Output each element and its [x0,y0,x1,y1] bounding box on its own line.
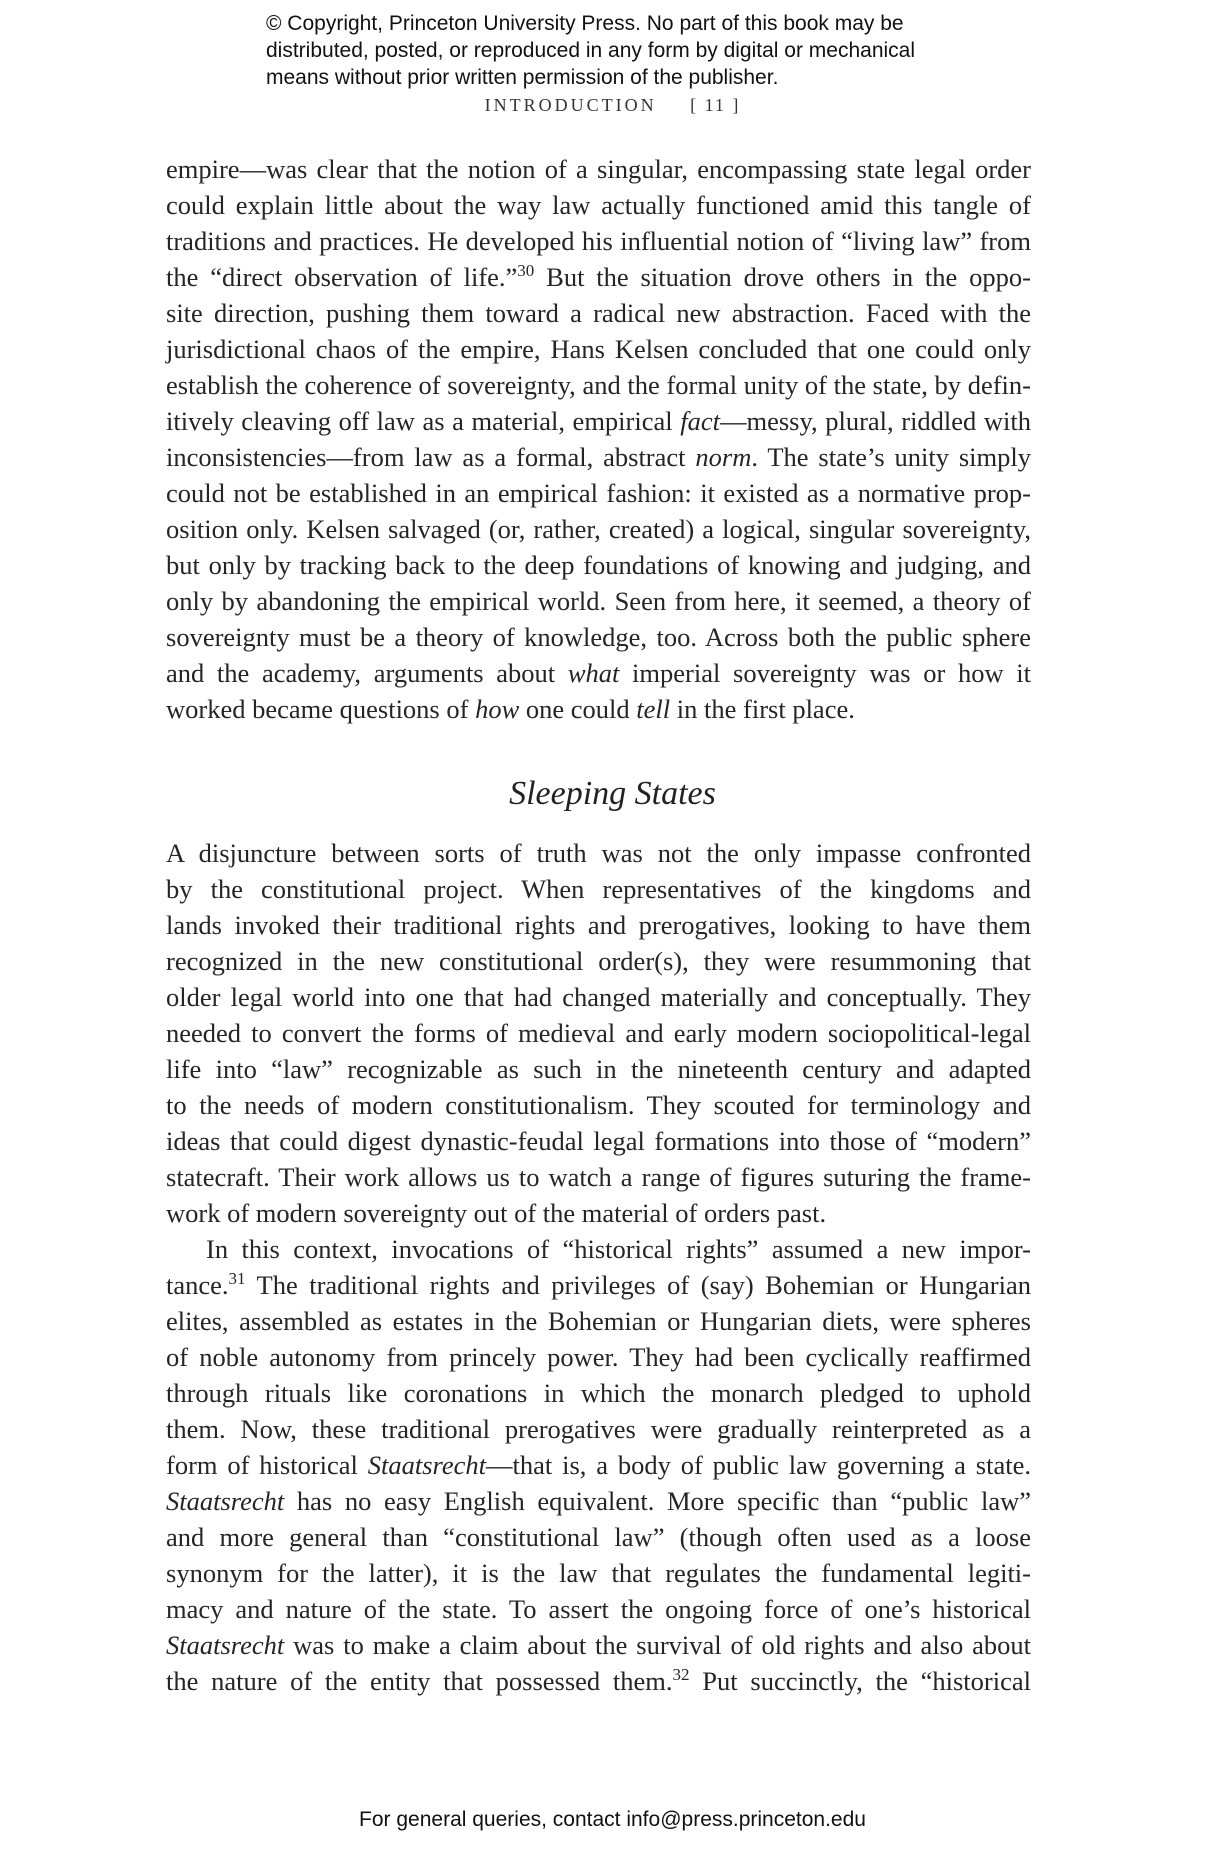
copyright-line: means without prior written permission of the publisher. [266,66,779,89]
text-line [166,1159,1031,1195]
text-run: could not be established in an empirical fashion: it existed as a normative prop- [166,478,1031,508]
text-line [166,151,1031,187]
italic-term: Staatsrecht [166,1486,285,1516]
text-line [166,619,1031,655]
text-run: establish the coherence of sovereignty, and the formal unity of the state, by defin- [166,370,1031,400]
copyright-notice [266,10,1026,91]
footnote-ref: 32 [672,1665,690,1684]
text-line [166,511,1031,547]
text-line [166,1231,1031,1267]
text-run: the “direct observation of life.” [166,262,518,292]
text-line [166,1087,1031,1123]
text-line [166,1591,1031,1627]
text-line [166,475,1031,511]
text-line [166,295,1031,331]
text-line [166,259,1031,295]
text-run: statecraft. Their work allows us to watch a range of figures suturing the frame- [166,1162,1031,1192]
text-run: ideas that could digest dynastic-feudal legal formations into those of “modern” [166,1126,1031,1156]
text-run: in the first place. [670,694,855,724]
italic-term: fact [680,406,720,436]
paragraph-sovereignty [166,151,1031,727]
italic-term: Staatsrecht [166,1630,285,1660]
text-run: and the academy, arguments about [166,658,568,688]
text-run: empire—was clear that the notion of a singular, encompassing state legal order [166,154,1031,184]
text-run: life into “law” recognizable as such in the nineteenth century and adapted [166,1054,1031,1084]
text-run: has no easy English equivalent. More specific than “public law” [284,1486,1031,1516]
text-line [166,1483,1031,1519]
footnote-ref: 31 [228,1269,246,1288]
running-title: INTRODUCTION [484,95,657,115]
text-run: of noble autonomy from princely power. They had been cyclically reaffirmed [166,1342,1031,1372]
text-line [166,1447,1031,1483]
text-line [166,979,1031,1015]
text-run: macy and nature of the state. To assert the ongoing force of one’s historical [166,1594,1031,1624]
text-run: osition only. Kelsen salvaged (or, rather, created) a logical, singular sovereignty, [166,514,1031,544]
text-run: itively cleaving off law as a material, empirical [166,406,681,436]
text-run: could explain little about the way law actually functioned amid this tangle of [166,190,1031,220]
text-run: Put succinctly, the “historical [689,1666,1031,1696]
text-line [166,655,1031,691]
text-run: —messy, plural, riddled with [719,406,1032,436]
text-line [166,367,1031,403]
text-run: and more general than “constitutional law” (though often used as a loose [166,1522,1031,1552]
text-line [166,403,1031,439]
text-run: the nature of the entity that possessed them. [166,1666,673,1696]
text-run: lands invoked their traditional rights and prerogatives, looking to have them [166,910,1031,940]
section-heading: Sleeping States [509,775,716,812]
text-line [166,1051,1031,1087]
text-line [166,439,1031,475]
text-line [166,1519,1031,1555]
text-run: only by abandoning the empirical world. Seen from here, it seemed, a theory of [166,586,1031,616]
text-run: sovereignty must be a theory of knowledge, too. Across both the public sphere [166,622,1031,652]
text-line [166,1555,1031,1591]
text-run: elites, assembled as estates in the Bohemian or Hungarian diets, were spheres [166,1306,1031,1336]
text-line [166,907,1031,943]
text-line [166,583,1031,619]
text-run: work of modern sovereignty out of the material of orders past. [166,1198,827,1228]
text-line [166,871,1031,907]
text-run: . The state’s unity simply [751,442,1031,472]
text-run: through rituals like coronations in which the monarch pledged to uphold [166,1378,1031,1408]
text-line [166,835,1031,871]
text-line [166,1303,1031,1339]
text-run: by the constitutional project. When representatives of the kingdoms and [166,874,1031,904]
text-run: inconsistencies—from law as a formal, abstract [166,442,696,472]
text-line [166,331,1031,367]
text-line [166,1663,1031,1699]
text-run: form of historical [166,1450,368,1480]
text-line [166,1627,1031,1663]
text-run: —that is, a body of public law governing a state. [486,1450,1031,1480]
text-run: A disjuncture between sorts of truth was not the only impasse confronted [166,838,1031,868]
text-run: them. Now, these traditional prerogatives were gradually reinterpreted as a [166,1414,1031,1444]
italic-term: norm [695,442,752,472]
text-run: The traditional rights and privileges of (say) Bohemian or Hungarian [245,1270,1031,1300]
text-line [166,1339,1031,1375]
text-run: was to make a claim about the survival of old rights and also about [284,1630,1031,1660]
text-line [166,1411,1031,1447]
text-line [166,943,1031,979]
text-line [166,1267,1031,1303]
text-run: needed to convert the forms of medieval and early modern sociopolitical-legal [166,1018,1031,1048]
text-run: synonym for the latter), it is the law that regulates the fundamental legiti- [166,1558,1031,1588]
footer-contact: For general queries, contact info@press.princeton.edu [359,1808,866,1831]
text-run: worked became questions of [166,694,476,724]
text-line [166,187,1031,223]
running-head [0,95,1225,116]
text-line [166,223,1031,259]
text-run: tance. [166,1270,229,1300]
copyright-line: © Copyright, Princeton University Press. No part of this book may be [266,12,904,35]
text-line [166,1015,1031,1051]
page-number: [ 11 ] [690,95,741,115]
text-run: but only by tracking back to the deep foundations of knowing and judging, and [166,550,1031,580]
text-line [166,1123,1031,1159]
text-run: recognized in the new constitutional order(s), they were resummoning that [166,946,1031,976]
italic-term: tell [636,694,671,724]
text-line [166,1375,1031,1411]
text-run: imperial sovereignty was or how it [619,658,1031,688]
text-run: In this context, invocations of “historical rights” assumed a new impor- [206,1234,1031,1264]
italic-term: Staatsrecht [367,1450,487,1480]
footnote-ref: 30 [517,261,535,280]
text-run: jurisdictional chaos of the empire, Hans Kelsen concluded that one could only [166,334,1031,364]
copyright-line: distributed, posted, or reproduced in any form by digital or mechanical [266,39,916,62]
text-run: But the situation drove others in the oppo- [534,262,1031,292]
text-line [166,1195,1031,1231]
text-run: traditions and practices. He developed his influential notion of “living law” from [166,226,1031,256]
section-sleeping-states-text [166,835,1031,1699]
text-run: to the needs of modern constitutionalism. They scouted for terminology and [166,1090,1031,1120]
text-run: older legal world into one that had changed materially and conceptually. They [166,982,1031,1012]
text-line [166,547,1031,583]
text-run: one could [519,694,637,724]
italic-term: how [475,694,520,724]
italic-term: what [567,658,620,688]
text-run: site direction, pushing them toward a radical new abstraction. Faced with the [166,298,1031,328]
text-line [166,691,1031,727]
